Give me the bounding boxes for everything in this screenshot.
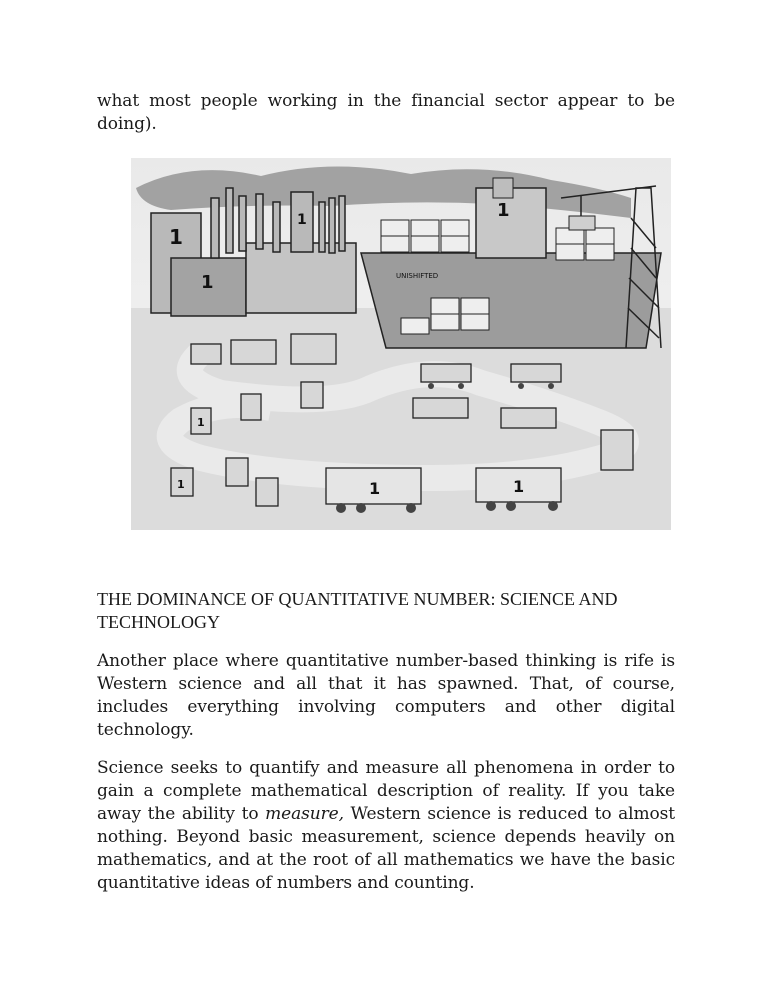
paragraph-2-after: Western science is reduced to almost nothing. Beyond basic measurement, science depends heavily on mathematics, and at the root of all mathematics we have the basic quantitative ideas of numbers and counting.: [97, 804, 675, 893]
svg-text:1: 1: [201, 272, 214, 293]
svg-text:1: 1: [169, 225, 183, 249]
paragraph-2-before: Science seeks to quantify and measure all phenomena in order to gain a complete mathematical description of reality. If you take away the ability to: [97, 758, 675, 824]
intro-paragraph: what most people working in the financial sector appear to be doing).: [97, 91, 675, 134]
body-paragraph-1: Another place where quantitative number-based thinking is rife is Western science and all that it has spawned. That, of course, includes everything involving computers and other digital technology.: [97, 651, 675, 740]
svg-text:1: 1: [177, 478, 185, 491]
emphasized-word: measure,: [265, 804, 344, 824]
body-paragraph-2: [97, 757, 675, 895]
svg-text:1: 1: [513, 477, 525, 496]
section-heading: THE DOMINANCE OF QUANTITATIVE NUMBER: SCIENCE AND TECHNOLOGY: [97, 589, 618, 632]
svg-text:UNISHIFTED: UNISHIFTED: [396, 272, 439, 280]
page-content: [97, 90, 675, 895]
svg-text:1: 1: [369, 479, 381, 498]
industrial-illustration: [131, 158, 671, 530]
svg-text:1: 1: [197, 416, 205, 429]
svg-text:1: 1: [297, 212, 307, 228]
svg-text:1: 1: [497, 200, 510, 221]
